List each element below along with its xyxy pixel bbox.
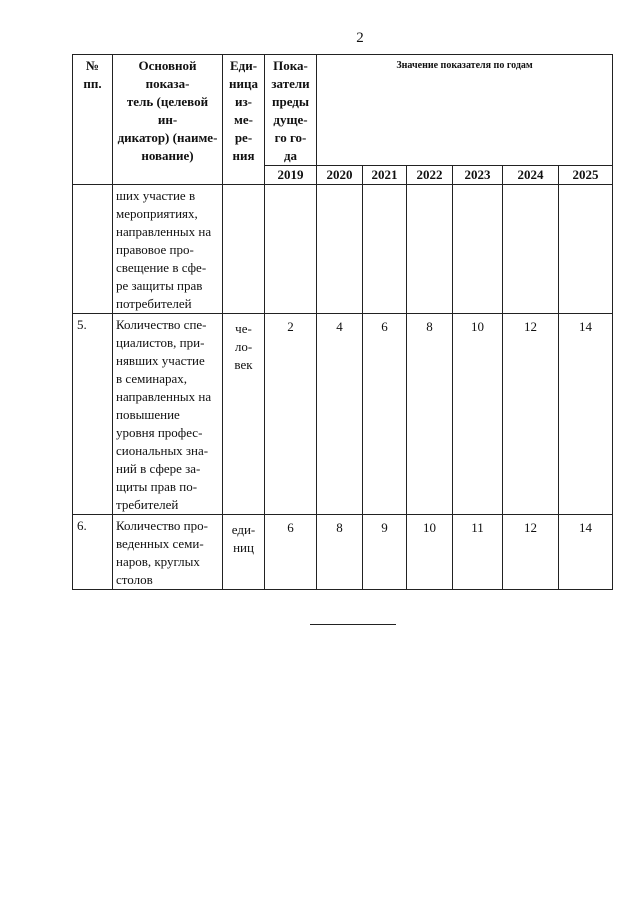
row-unit (223, 185, 265, 314)
page-number: 2 (356, 30, 364, 46)
row-value (503, 185, 559, 314)
row-index: 5. (73, 314, 113, 515)
table-row (73, 515, 613, 590)
row-value (559, 185, 613, 314)
closing-line (310, 624, 396, 625)
row-index (73, 185, 113, 314)
row-indicator: Количество про- веденных семи- наров, круглых столов (113, 515, 223, 590)
year-cell: 2019 (265, 166, 317, 185)
year-cell: 2024 (503, 166, 559, 185)
row-value: 6 (363, 314, 407, 515)
year-cell: 2020 (317, 166, 363, 185)
header-indicator: Основной показа- тель (целевой ин- дикатор) (наиме- нование) (113, 55, 223, 185)
row-unit: еди- ниц (223, 515, 265, 590)
row-value: 9 (363, 515, 407, 590)
indicators-table (72, 54, 613, 590)
table-row (73, 314, 613, 515)
row-unit: че- ло- век (223, 314, 265, 515)
row-indicator: ших участие в мероприятиях, направленных на правовое про- свещение в сфе- ре защиты прав потребителей (113, 185, 223, 314)
year-cell: 2023 (453, 166, 503, 185)
header-previous-year: Пока- затели преды дуще- го го- да (265, 55, 317, 166)
row-value: 10 (407, 515, 453, 590)
table-row (73, 185, 613, 314)
header-values-by-year: Значение показателя по годам (317, 55, 613, 166)
row-value (317, 185, 363, 314)
row-indicator: Количество спе- циалистов, при- нявших участие в семинарах, направленных на повышение уровня профес- сиональных зна- ний в сфере за- щиты прав по- требителей (113, 314, 223, 515)
row-index: 6. (73, 515, 113, 590)
row-value (453, 185, 503, 314)
row-value (363, 185, 407, 314)
header-unit: Еди- ница из- ме- ре- ния (223, 55, 265, 185)
row-value: 11 (453, 515, 503, 590)
row-value: 2 (265, 314, 317, 515)
row-value: 12 (503, 515, 559, 590)
row-value: 12 (503, 314, 559, 515)
year-cell: 2021 (363, 166, 407, 185)
header-row (73, 55, 613, 166)
row-value: 10 (453, 314, 503, 515)
row-value: 8 (317, 515, 363, 590)
year-cell: 2022 (407, 166, 453, 185)
row-value: 4 (317, 314, 363, 515)
row-value (407, 185, 453, 314)
row-value: 14 (559, 314, 613, 515)
row-value: 8 (407, 314, 453, 515)
row-value: 14 (559, 515, 613, 590)
row-value: 6 (265, 515, 317, 590)
header-number: № пп. (73, 55, 113, 185)
year-cell: 2025 (559, 166, 613, 185)
row-value (265, 185, 317, 314)
